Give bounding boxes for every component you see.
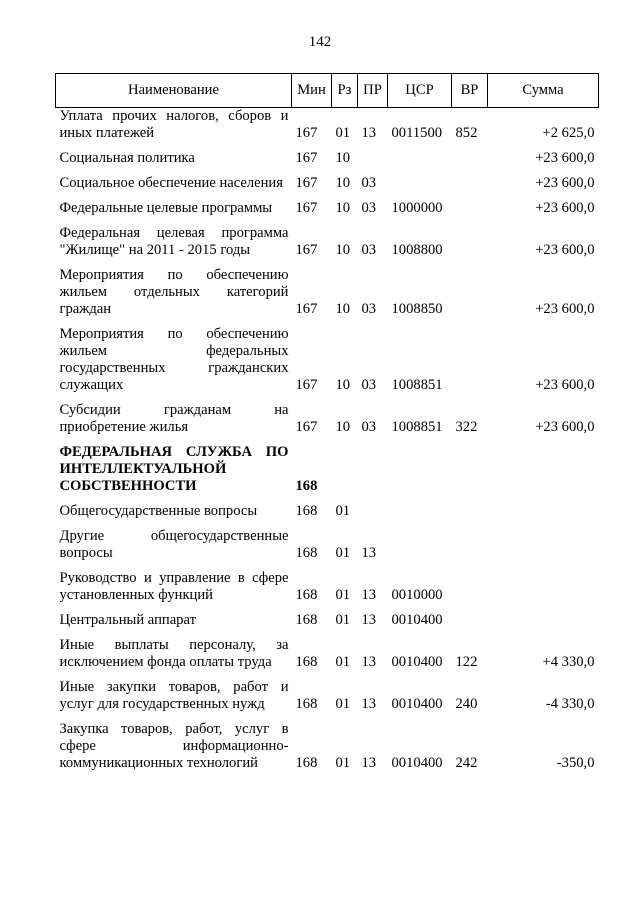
table-row — [56, 108, 599, 143]
cell-min: 168 — [295, 503, 318, 519]
cell-pr: 03 — [361, 200, 377, 216]
cell-name: Другие общегосударственные вопросы — [59, 528, 289, 561]
cell-name: Федеральная целевая программа "Жилище" на 2011 - 2015 годы — [59, 225, 289, 258]
cell-csr: 1008851 — [391, 377, 443, 393]
table-row — [56, 318, 599, 394]
cell-vr: 242 — [455, 755, 478, 771]
table-row — [56, 671, 599, 713]
cell-vr — [452, 604, 488, 629]
cell-vr — [452, 495, 488, 520]
cell-min: 167 — [295, 150, 318, 166]
cell-rz: 01 — [335, 755, 351, 771]
cell-name: Иные закупки товаров, работ и услуг для государственных нужд — [59, 679, 289, 712]
cell-pr: 13 — [361, 587, 377, 603]
table-row — [56, 520, 599, 562]
cell-csr: 1008851 — [391, 419, 443, 435]
page-number: 142 — [308, 34, 332, 50]
cell-sum: +23 600,0 — [535, 301, 595, 317]
cell-rz: 01 — [335, 587, 351, 603]
cell-vr: 240 — [455, 696, 478, 712]
header-csr: ЦСР — [388, 74, 452, 108]
cell-sum — [488, 520, 599, 562]
header-min: Мин — [292, 74, 332, 108]
cell-pr: 03 — [361, 377, 377, 393]
cell-csr: 0011500 — [391, 125, 443, 141]
cell-pr: 13 — [361, 125, 377, 141]
cell-rz: 10 — [335, 377, 351, 393]
table-header — [56, 74, 599, 108]
cell-rz: 10 — [335, 301, 351, 317]
cell-vr — [452, 520, 488, 562]
cell-vr: 852 — [455, 125, 478, 141]
table-row — [56, 562, 599, 604]
cell-rz: 01 — [335, 545, 351, 561]
cell-rz: 10 — [335, 200, 351, 216]
cell-min: 168 — [295, 478, 318, 494]
cell-sum: +23 600,0 — [535, 175, 595, 191]
cell-csr — [388, 520, 452, 562]
cell-min: 167 — [295, 200, 318, 216]
cell-min: 167 — [295, 419, 318, 435]
cell-min: 168 — [295, 612, 318, 628]
cell-name: Центральный аппарат — [59, 612, 196, 628]
cell-csr: 0010400 — [391, 696, 443, 712]
cell-sum: +23 600,0 — [535, 419, 595, 435]
cell-min: 168 — [295, 545, 318, 561]
cell-sum: +2 625,0 — [542, 125, 595, 141]
cell-pr: 03 — [361, 419, 377, 435]
cell-vr — [452, 562, 488, 604]
cell-name: Уплата прочих налогов, сборов и иных платежей — [59, 108, 289, 141]
cell-pr: 03 — [361, 242, 377, 258]
header-sum: Сумма — [488, 74, 599, 108]
cell-sum: +4 330,0 — [542, 654, 595, 670]
cell-vr — [452, 318, 488, 394]
cell-pr: 13 — [361, 755, 377, 771]
header-rz: Рз — [332, 74, 358, 108]
cell-rz: 01 — [335, 696, 351, 712]
cell-csr: 0010400 — [391, 654, 443, 670]
cell-name: Социальное обеспечение населения — [59, 175, 283, 191]
cell-pr: 03 — [361, 175, 377, 191]
cell-pr: 03 — [361, 301, 377, 317]
cell-name: ФЕДЕРАЛЬНАЯ СЛУЖБА ПО ИНТЕЛЛЕКТУАЛЬНОЙ СОБСТВЕННОСТИ — [59, 444, 289, 494]
cell-sum — [488, 436, 599, 495]
cell-sum: +23 600,0 — [535, 150, 595, 166]
cell-pr: 13 — [361, 612, 377, 628]
cell-sum: +23 600,0 — [535, 242, 595, 258]
cell-pr — [358, 436, 388, 495]
table-body — [56, 108, 599, 773]
cell-min: 168 — [295, 654, 318, 670]
cell-rz: 01 — [335, 503, 351, 519]
cell-rz: 10 — [335, 419, 351, 435]
cell-name: Субсидии гражданам на приобретение жилья — [59, 402, 289, 435]
cell-csr: 0010400 — [391, 755, 443, 771]
cell-name: Мероприятия по обеспечению жильем отдельных категорий граждан — [59, 267, 289, 317]
table-row — [56, 629, 599, 671]
cell-sum: +23 600,0 — [535, 377, 595, 393]
cell-rz — [332, 436, 358, 495]
cell-sum: -4 330,0 — [545, 696, 595, 712]
cell-sum — [488, 495, 599, 520]
budget-table — [55, 73, 599, 772]
cell-name: Мероприятия по обеспечению жильем федеральных государственных гражданских служащих — [59, 326, 289, 393]
cell-csr — [388, 436, 452, 495]
header-pr: ПР — [358, 74, 388, 108]
cell-name: Руководство и управление в сфере установленных функций — [59, 570, 289, 603]
cell-pr: 13 — [361, 545, 377, 561]
table-row — [56, 604, 599, 629]
cell-rz: 10 — [335, 150, 351, 166]
cell-sum: -350,0 — [556, 755, 595, 771]
cell-min: 167 — [295, 175, 318, 191]
table-row — [56, 217, 599, 259]
cell-rz: 01 — [335, 612, 351, 628]
cell-csr: 1000000 — [391, 200, 443, 216]
cell-rz: 01 — [335, 125, 351, 141]
cell-name: Закупка товаров, работ, услуг в сфере информационно-коммуникационных технологий — [59, 721, 289, 771]
cell-rz: 01 — [335, 654, 351, 670]
header-vr: ВР — [452, 74, 488, 108]
cell-vr: 122 — [455, 654, 478, 670]
cell-rz: 10 — [335, 175, 351, 191]
cell-sum — [488, 604, 599, 629]
table-row — [56, 167, 599, 192]
cell-csr: 0010400 — [391, 612, 443, 628]
cell-vr — [452, 167, 488, 192]
cell-min: 167 — [295, 301, 318, 317]
cell-vr — [452, 192, 488, 217]
cell-vr — [452, 259, 488, 318]
cell-name: Иные выплаты персоналу, за исключением фонда оплаты труда — [59, 637, 289, 670]
cell-csr — [388, 142, 452, 167]
cell-pr: 13 — [361, 654, 377, 670]
cell-csr: 0010000 — [391, 587, 443, 603]
cell-vr — [452, 142, 488, 167]
cell-rz: 10 — [335, 242, 351, 258]
cell-csr: 1008850 — [391, 301, 443, 317]
table-row — [56, 436, 599, 495]
cell-min: 168 — [295, 755, 318, 771]
cell-csr — [388, 167, 452, 192]
cell-name: Общегосударственные вопросы — [59, 503, 258, 519]
table-row — [56, 394, 599, 436]
cell-vr — [452, 217, 488, 259]
cell-pr: 13 — [361, 696, 377, 712]
table-row — [56, 192, 599, 217]
cell-sum — [488, 562, 599, 604]
cell-vr: 322 — [455, 419, 478, 435]
header-name: Наименование — [56, 74, 292, 108]
cell-min: 168 — [295, 696, 318, 712]
table-row — [56, 713, 599, 772]
cell-min: 167 — [295, 377, 318, 393]
table-row — [56, 142, 599, 167]
cell-sum: +23 600,0 — [535, 200, 595, 216]
cell-pr — [358, 495, 388, 520]
cell-min: 168 — [295, 587, 318, 603]
cell-min: 167 — [295, 125, 318, 141]
cell-csr: 1008800 — [391, 242, 443, 258]
cell-vr — [452, 436, 488, 495]
cell-name: Федеральные целевые программы — [59, 200, 273, 216]
table-row — [56, 495, 599, 520]
cell-min: 167 — [295, 242, 318, 258]
cell-pr — [358, 142, 388, 167]
cell-csr — [388, 495, 452, 520]
table-row — [56, 259, 599, 318]
cell-name: Социальная политика — [59, 150, 195, 166]
